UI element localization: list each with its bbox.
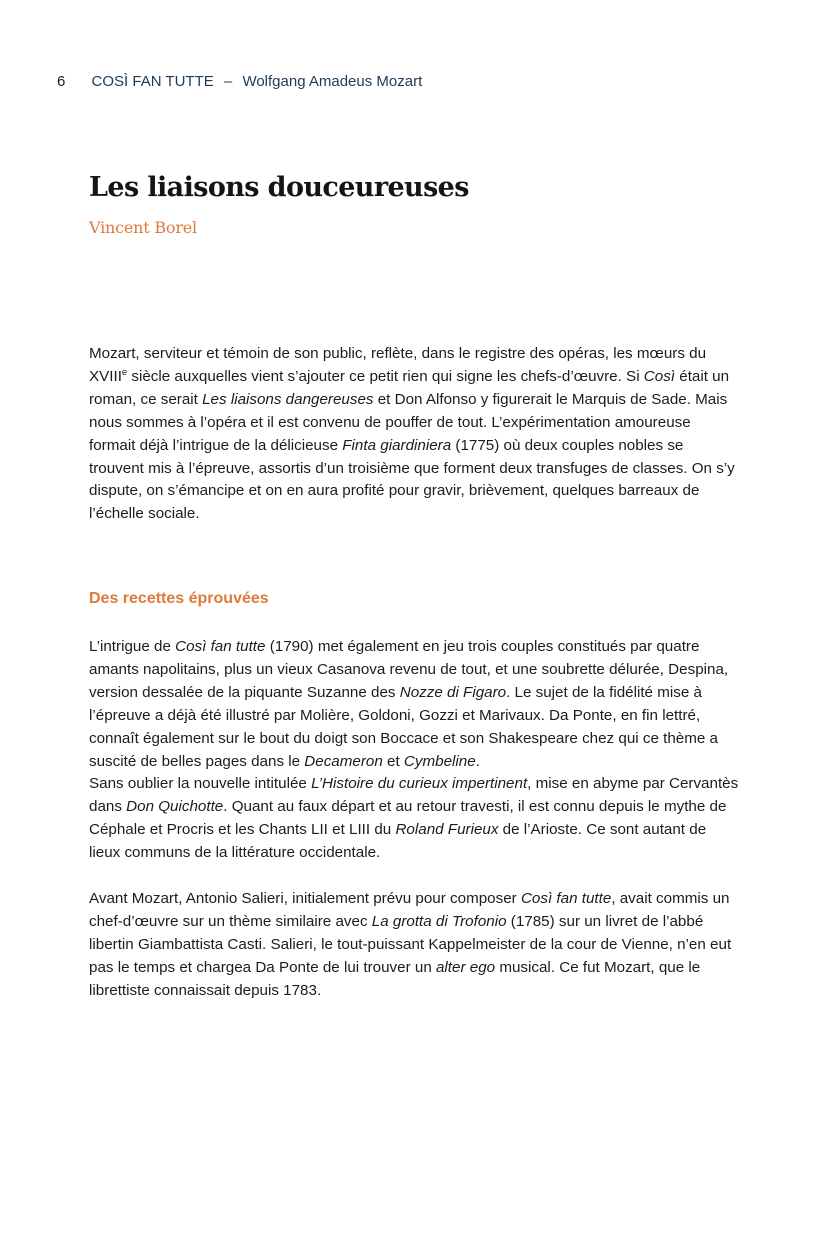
italic-text: Cymbeline (403, 752, 476, 770)
section-body (89, 636, 739, 1002)
opera-title: COSÌ FAN TUTTE (91, 73, 214, 90)
text-run: musical. Ce fut Mozart, que le librettiste connaissait depuis 1783. (89, 958, 701, 999)
italic-text: L’Histoire du curieux impertinent (311, 775, 528, 793)
italic-text: Nozze di Figaro (399, 683, 507, 701)
text-run: , mise en abyme par Cervantès dans (89, 775, 739, 816)
intro-paragraph (89, 343, 739, 526)
superscript: e (121, 365, 128, 377)
text-run: de l’Arioste. Ce sont autant de lieux communs de la littérature occidentale. (89, 821, 707, 862)
text-run: Mozart, serviteur et témoin de son public, reflète, dans le registre des opéras, les mœurs du XVIII (89, 345, 707, 385)
italic-text: Les liaisons dangereuses (202, 390, 374, 408)
page-number: 6 (57, 73, 66, 90)
italic-text: alter ego (435, 958, 496, 976)
text-run: était un roman, ce serait (89, 367, 730, 408)
intro-text (89, 343, 739, 526)
header-separator: – (223, 73, 233, 90)
text-run: . Quant au faux départ et au retour travesti, il est connu depuis le mythe de Céphale et Procris et les Chants LII et LIII du (89, 798, 727, 839)
italic-text: Così fan tutte (520, 889, 612, 907)
text-run: (1775) où deux couples nobles se trouvent mis à l’épreuve, assortis d’un troisième que forment deux transfuges de classes. On s’y dispute, on s’émancipe et on en aura profité pour gravir, brièvement, quelques barreaux de l’échelle sociale. (89, 436, 735, 523)
section-paragraph (89, 888, 739, 1003)
text-run: Sans oublier la nouvelle intitulée (89, 775, 312, 793)
text-run: (1790) met également en jeu trois couples constitués par quatre amants napolitains, plus un vieux Casanova revenu de tout, et une soubrette délurée, Despina, version dessalée de la piquante Suzanne des (89, 638, 729, 701)
italic-text: Così fan tutte (175, 638, 266, 655)
section-heading: Des recettes éprouvées (89, 590, 269, 607)
text-run: . (475, 752, 480, 770)
text-run: Avant Mozart, Antonio Salieri, initialement prévu pour composer (89, 889, 521, 907)
text-run: et Don Alfonso y figurerait le Marquis de Sade. Mais nous sommes à l’opéra et il est convenu de pouffer de tout. L’expérimentation amoureuse formait déjà l’intrigue de la délicieuse (89, 390, 728, 454)
italic-text: La grotta di Trofonio (371, 912, 507, 930)
running-header (57, 73, 422, 90)
italic-text: Don Quichotte (126, 798, 224, 816)
text-run: (1785) sur un livret de l’abbé libertin Giambattista Casti. Salieri, le tout-puissant Kappelmeister de la cour de Vienne, n’en eut pas le temps et chargea Da Ponte de lui trouver un (89, 912, 732, 976)
text-run: . Le sujet de la fidélité mise à l’épreuve a déjà été illustré par Molière, Goldoni, Gozzi et Marivaux. Da Ponte, en fin lettré, connaît également sur le bout du doigt son Boccace et son Shakespeare chez qui ce thème a suscité de belles pages dans le (89, 683, 718, 770)
italic-text: Decameron (304, 752, 383, 770)
composer-name: Wolfgang Amadeus Mozart (242, 73, 423, 90)
text-run: siècle auxquelles vient s’ajouter ce petit rien qui signe les chefs-d’œuvre. Si (127, 367, 644, 385)
text-run: , avait commis un chef-d’œuvre sur un thème similaire avec (89, 889, 730, 930)
article-author: Vincent Borel (89, 218, 197, 237)
text-run: et (382, 752, 404, 770)
text-run: L’intrigue de (89, 638, 176, 655)
italic-text: Roland Furieux (395, 821, 499, 839)
section-paragraph (89, 636, 739, 865)
italic-text: Finta giardiniera (342, 436, 452, 454)
article-title: Les liaisons douceureuses (89, 172, 469, 203)
italic-text: Così (643, 367, 676, 385)
